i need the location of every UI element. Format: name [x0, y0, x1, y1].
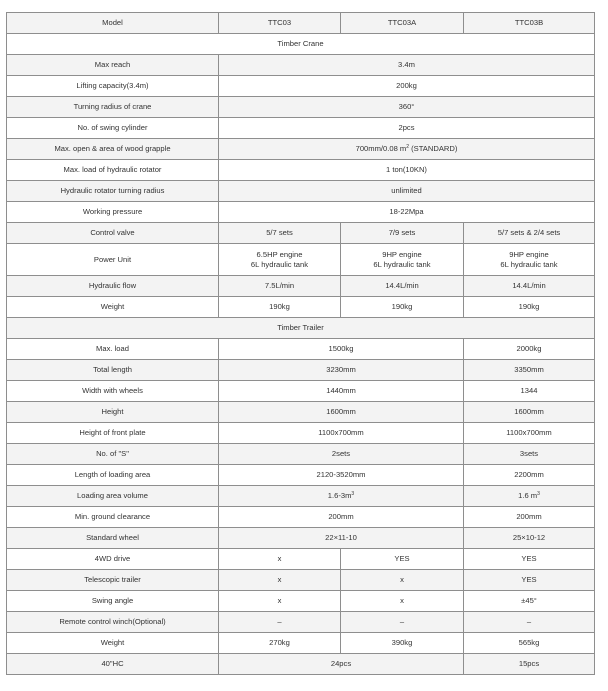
table-row [7, 118, 595, 139]
row-label: Hydraulic rotator turning radius [7, 181, 219, 202]
value-text: 700mm/0.08 m [355, 144, 407, 153]
cell-ttc03-ttc03a: 2120-3520mm [219, 465, 464, 486]
table-row [7, 402, 595, 423]
table-row [7, 181, 595, 202]
table-row [7, 276, 595, 297]
cell-ttc03a [341, 244, 464, 276]
table-row [7, 444, 595, 465]
cell-line: 6L hydraulic tank [373, 259, 431, 269]
cell-ttc03b: 2200mm [464, 465, 595, 486]
row-label: Turning radius of crane [7, 97, 219, 118]
row-label: Min. ground clearance [7, 507, 219, 528]
cell-ttc03a: 7/9 sets [341, 223, 464, 244]
cell-ttc03a: 390kg [341, 633, 464, 654]
cell-ttc03b: 200mm [464, 507, 595, 528]
cell-ttc03b: 1344 [464, 381, 595, 402]
header-ttc03b: TTC03B [464, 13, 595, 34]
row-label: Hydraulic flow [7, 276, 219, 297]
cell-ttc03b: 14.4L/min [464, 276, 595, 297]
section-title-trailer: Timber Trailer [7, 318, 595, 339]
row-label: Loading area volume [7, 486, 219, 507]
cell-line: 9HP engine [382, 249, 422, 259]
cell-ttc03: x [219, 591, 341, 612]
cell-line: 9HP engine [509, 249, 549, 259]
row-label: Working pressure [7, 202, 219, 223]
table-row [7, 570, 595, 591]
table-row [7, 97, 595, 118]
table-row [7, 202, 595, 223]
cell-ttc03: – [219, 612, 341, 633]
section-title-crane: Timber Crane [7, 34, 595, 55]
cell-ttc03-ttc03a: 24pcs [219, 654, 464, 675]
cell-ttc03b [464, 486, 595, 507]
spec-table [6, 12, 595, 675]
row-label: Max. open & area of wood grapple [7, 139, 219, 160]
cell-ttc03a: x [341, 591, 464, 612]
table-row [7, 612, 595, 633]
cell-ttc03b: ±45° [464, 591, 595, 612]
row-value: 2pcs [219, 118, 595, 139]
table-row [7, 465, 595, 486]
cell-ttc03: 270kg [219, 633, 341, 654]
superscript: 3 [537, 491, 540, 497]
row-label: Max. load [7, 339, 219, 360]
table-row [7, 76, 595, 97]
cell-ttc03a: 14.4L/min [341, 276, 464, 297]
row-value [219, 139, 595, 160]
cell-line: 6L hydraulic tank [250, 259, 309, 269]
cell-ttc03-ttc03a: 200mm [219, 507, 464, 528]
spec-table-container [6, 12, 594, 675]
table-row [7, 139, 595, 160]
cell-ttc03b: 15pcs [464, 654, 595, 675]
header-row [7, 13, 595, 34]
table-row [7, 549, 595, 570]
table-row [7, 223, 595, 244]
cell-ttc03b: 3350mm [464, 360, 595, 381]
row-label: Height of front plate [7, 423, 219, 444]
cell-ttc03: 7.5L/min [219, 276, 341, 297]
cell-ttc03b: 5/7 sets & 2/4 sets [464, 223, 595, 244]
cell-ttc03: x [219, 549, 341, 570]
cell-ttc03-ttc03a: 1440mm [219, 381, 464, 402]
row-value: 1 ton(10KN) [219, 160, 595, 181]
table-row [7, 244, 595, 276]
row-label: No. of "S" [7, 444, 219, 465]
table-row [7, 507, 595, 528]
cell-ttc03-ttc03a [219, 486, 464, 507]
cell-ttc03: 5/7 sets [219, 223, 341, 244]
cell-ttc03-ttc03a: 1600mm [219, 402, 464, 423]
cell-ttc03b: YES [464, 549, 595, 570]
row-label: Swing angle [7, 591, 219, 612]
value-text: 1.6 m [518, 491, 538, 500]
row-label: Telescopic trailer [7, 570, 219, 591]
table-row [7, 486, 595, 507]
value-text: (STANDARD) [409, 144, 458, 153]
cell-ttc03-ttc03a: 22×11-10 [219, 528, 464, 549]
cell-ttc03a: – [341, 612, 464, 633]
cell-ttc03b: 3sets [464, 444, 595, 465]
row-label: Total length [7, 360, 219, 381]
row-label: Length of loading area [7, 465, 219, 486]
table-row [7, 55, 595, 76]
row-label: Width with wheels [7, 381, 219, 402]
row-label: Remote control winch(Optional) [7, 612, 219, 633]
cell-ttc03a: YES [341, 549, 464, 570]
value-text: 1.6-3m [327, 491, 352, 500]
section-row-crane [7, 34, 595, 55]
row-label: Control valve [7, 223, 219, 244]
row-value: 3.4m [219, 55, 595, 76]
header-model: Model [7, 13, 219, 34]
row-label: Power Unit [7, 244, 219, 276]
cell-ttc03b: – [464, 612, 595, 633]
cell-ttc03b: 25×10-12 [464, 528, 595, 549]
table-row [7, 297, 595, 318]
table-row [7, 360, 595, 381]
cell-ttc03b: 1100x700mm [464, 423, 595, 444]
cell-ttc03a: 190kg [341, 297, 464, 318]
cell-ttc03-ttc03a: 3230mm [219, 360, 464, 381]
cell-ttc03 [219, 244, 341, 276]
cell-ttc03b [464, 244, 595, 276]
cell-ttc03-ttc03a: 1100x700mm [219, 423, 464, 444]
table-row [7, 633, 595, 654]
row-label: Max reach [7, 55, 219, 76]
header-ttc03: TTC03 [219, 13, 341, 34]
cell-ttc03b: YES [464, 570, 595, 591]
table-row [7, 591, 595, 612]
row-value: 360° [219, 97, 595, 118]
cell-ttc03-ttc03a: 1500kg [219, 339, 464, 360]
cell-line: 6.5HP engine [256, 249, 303, 259]
cell-ttc03a: x [341, 570, 464, 591]
table-row [7, 654, 595, 675]
table-row [7, 423, 595, 444]
superscript: 2 [406, 144, 410, 150]
section-row-trailer [7, 318, 595, 339]
cell-ttc03b: 565kg [464, 633, 595, 654]
row-label: Max. load of hydraulic rotator [7, 160, 219, 181]
cell-ttc03b: 1600mm [464, 402, 595, 423]
row-label: No. of swing cylinder [7, 118, 219, 139]
cell-ttc03: 190kg [219, 297, 341, 318]
row-label: Height [7, 402, 219, 423]
table-row [7, 160, 595, 181]
row-value: unlimited [219, 181, 595, 202]
row-label: Lifting capacity(3.4m) [7, 76, 219, 97]
table-row [7, 381, 595, 402]
row-label: 4WD drive [7, 549, 219, 570]
row-value: 18-22Mpa [219, 202, 595, 223]
cell-ttc03: x [219, 570, 341, 591]
row-label: Weight [7, 633, 219, 654]
cell-ttc03b: 190kg [464, 297, 595, 318]
cell-ttc03b: 2000kg [464, 339, 595, 360]
row-value: 200kg [219, 76, 595, 97]
cell-line: 6L hydraulic tank [500, 259, 558, 269]
table-row [7, 339, 595, 360]
table-row [7, 528, 595, 549]
row-label: Weight [7, 297, 219, 318]
row-label: Standard wheel [7, 528, 219, 549]
cell-ttc03-ttc03a: 2sets [219, 444, 464, 465]
superscript: 3 [351, 491, 355, 497]
row-label: 40"HC [7, 654, 219, 675]
header-ttc03a: TTC03A [341, 13, 464, 34]
